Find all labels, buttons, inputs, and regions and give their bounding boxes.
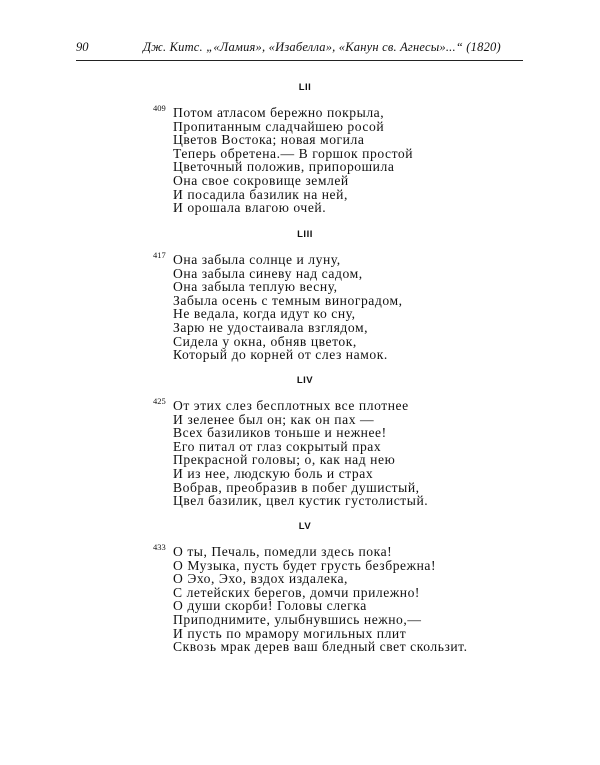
line-number: 417 [153, 250, 166, 260]
verse-line: И из нее, людскую боль и страх [173, 465, 374, 481]
running-head [76, 40, 523, 58]
verse-line: Зарю не удостаивала взглядом, [173, 319, 369, 335]
verse-line: Она забыла солнце и луну, [173, 252, 341, 267]
verse-line: От этих слез бесплотных все плотнее [173, 398, 409, 413]
verse-line: Цветочный положив, припорошила [173, 159, 395, 175]
header-rule [76, 60, 523, 61]
line-number: 409 [153, 103, 166, 113]
stanza-numeral: LII [298, 82, 312, 93]
verse-line: Потом атласом бережно покрыла, [173, 105, 385, 120]
verse-line: Теперь обретена.— В горшок простой [173, 145, 414, 161]
verse-line: Пропитанным сладчайшею росой [173, 118, 385, 134]
verse-line: Прекрасной головы; о, как над нею [173, 452, 396, 468]
verse-line: Забыла осень с темным виноградом, [173, 292, 403, 308]
verse-line: Сидела у окна, обняв цветок, [173, 333, 357, 349]
verse-line: Всех базиликов тоньше и нежнее! [173, 425, 387, 441]
verse-line: И пусть по мрамору могильных плит [173, 625, 407, 641]
verse-line: Цветов Востока; новая могила [173, 132, 365, 148]
verse-line: Не ведала, когда идут ко сну, [173, 306, 356, 322]
verse-line: Цвел базилик, цвел кустик густолистый. [173, 493, 429, 509]
verse-line: Она свое сокровище землей [173, 172, 349, 188]
verse-line: С летейских берегов, домчи прилежно! [173, 584, 421, 600]
verse-lines [173, 545, 468, 654]
verse-line: И посадила базилик на ней, [173, 186, 348, 202]
verse-line: О ты, Печаль, помедли здесь пока! [173, 544, 393, 559]
verse-line: О Эхо, Эхо, вздох издалека, [173, 571, 348, 587]
verse-line: Она забыла теплую весну, [173, 279, 338, 295]
verse-line: Его питал от глаз сокрытый прах [173, 438, 382, 454]
verse-line: Она забыла синеву над садом, [173, 265, 363, 281]
verse-line: И зеленее был он; как он пах — [173, 411, 375, 427]
line-number: 425 [153, 396, 166, 406]
verse-lines [173, 106, 413, 215]
verse-line: Вобрав, преобразив в побег душистый, [173, 479, 420, 495]
verse-line: И орошала влагою очей. [173, 200, 327, 216]
line-number: 433 [153, 542, 166, 552]
verse-line: О Музыка, пусть будет грусть безбрежна! [173, 557, 437, 573]
running-title: Дж. Китс. „«Ламия», «Изабелла», «Канун св. Агнесы»...“ (1820) [143, 40, 501, 54]
verse-line: О души скорби! Головы слегка [173, 598, 367, 614]
verse-line: Сквозь мрак дерев ваш бледный свет скользит. [173, 639, 468, 655]
stanza-numeral: LIV [296, 375, 314, 386]
verse-lines [173, 399, 428, 508]
page-number: 90 [76, 40, 89, 54]
verse-line: Приподнимите, улыбнувшись нежно,— [173, 611, 422, 627]
stanza-numeral: LIII [297, 229, 313, 240]
verse-lines [173, 253, 403, 362]
stanza-numeral: LV [298, 521, 312, 532]
verse-line: Который до корней от слез намок. [173, 347, 388, 363]
